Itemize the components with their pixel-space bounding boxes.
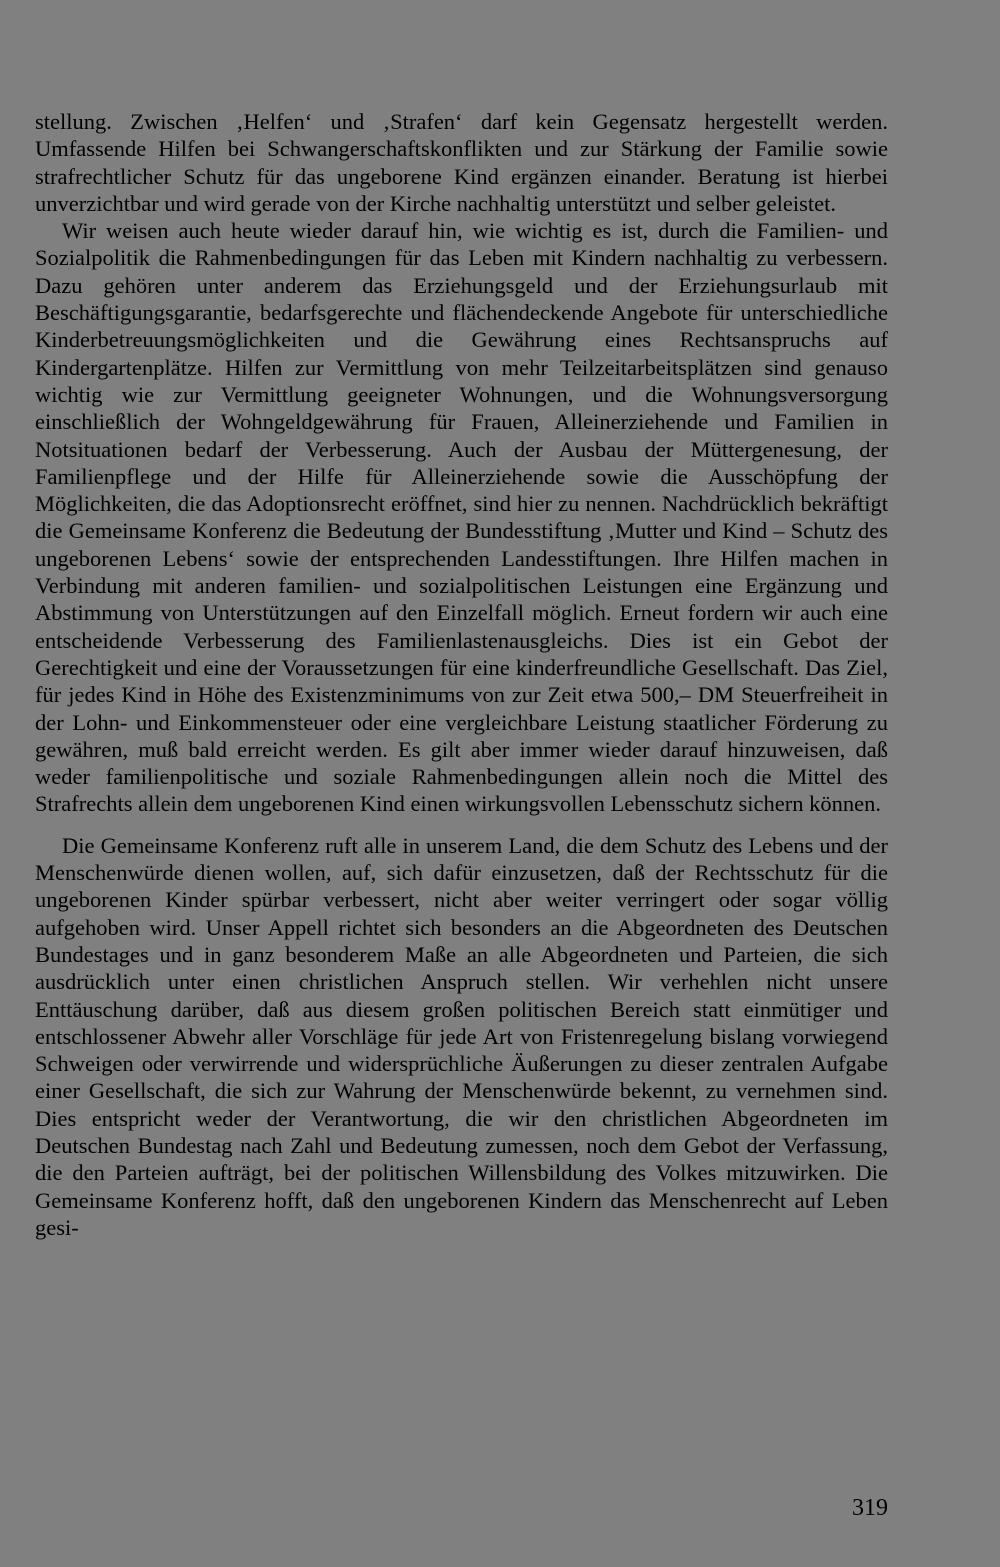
body-text [35,108,888,1241]
paragraph-appeal: Die Gemeinsame Konferenz ruft alle in unserem Land, die dem Schutz des Lebens und der Menschenwürde dienen wollen, auf, sich dafür einzusetzen, daß der Rechtsschutz für die ungeborenen Kinder spürbar verbessert, nicht aber weiter verringert oder sogar völlig aufgehoben wird. Unser Appell richtet sich besonders an die Abgeordneten des Deutschen Bundestages und in ganz besonderem Maße an alle Abgeordneten und Parteien, die sich ausdrücklich unter einen christlichen Anspruch stellen. Wir verhehlen nicht unsere Enttäuschung darüber, daß aus diesem großen politischen Bereich statt einmütiger und entschlossener Abwehr aller Vorschläge für jede Art von Fristenregelung bislang vorwiegend Schweigen oder verwirrende und widersprüchliche Äußerungen zu dieser zentralen Aufgabe einer Gesellschaft, die sich zur Wahrung der Menschenwürde bekennt, zu vernehmen sind. Dies entspricht weder der Verantwortung, die wir den christlichen Abgeordneten im Deutschen Bundestag nach Zahl und Bedeutung zumessen, noch dem Gebot der Verfassung, die den Parteien aufträgt, bei der politischen Willensbildung des Volkes mitzuwirken. Die Gemeinsame Konferenz hofft, daß den ungeborenen Kindern das Menschenrecht auf Leben gesi- [35,832,888,1240]
paragraph-continued: stellung. Zwischen ‚Helfen‘ und ‚Strafen‘ darf kein Gegensatz hergestellt werden. Umfassende Hilfen bei Schwangerschaftskonflikten und zur Stärkung der Familie sowie strafrechtlicher Schutz für das ungeborene Kind ergänzen einander. Beratung ist hierbei unverzichtbar und wird gerade von der Kirche nachhaltig unterstützt und selber geleistet. [35,109,888,216]
paragraph-family-policy: Wir weisen auch heute wieder darauf hin, wie wichtig es ist, durch die Familien- und Sozialpolitik die Rahmenbedingungen für das Leben mit Kindern nachhaltig zu verbessern. Dazu gehören unter anderem das Erziehungsgeld und der Erziehungsurlaub mit Beschäftigungsgarantie, bedarfsgerechte und flächendeckende Angebote für unterschiedliche Kinderbetreuungsmöglichkeiten und die Gewährung eines Rechtsanspruchs auf Kindergartenplätze. Hilfen zur Vermittlung von mehr Teilzeitarbeitsplätzen sind genauso wichtig wie zur Vermittlung geeigneter Wohnungen, und die Wohnungsversorgung einschließlich der Wohngeldgewährung für Frauen, Alleinerziehende und Familien in Notsituationen bedarf der Verbesserung. Auch der Ausbau der Müttergenesung, der Familienpflege und der Hilfe für Alleinerziehende sowie die Ausschöpfung der Möglichkeiten, die das Adoptionsrecht eröffnet, sind hier zu nennen. Nachdrücklich bekräftigt die Gemeinsame Konferenz die Bedeutung der Bundesstiftung ‚Mutter und Kind – Schutz des ungeborenen Lebens‘ sowie der entsprechenden Landesstiftungen. Ihre Hilfen machen in Verbindung mit anderen familien- und sozialpolitischen Leistungen eine Ergänzung und Abstimmung von Unterstützungen auf den Einzelfall möglich. Erneut fordern wir auch eine entscheidende Verbesserung des Familienlastenausgleichs. Dies ist ein Gebot der Gerechtigkeit und eine der Voraussetzungen für eine kinderfreundliche Gesellschaft. Das Ziel, für jedes Kind in Höhe des Existenzminimums von zur Zeit etwa 500,– DM Steuerfreiheit in der Lohn- und Einkommensteuer oder eine vergleichbare Leistung staatlicher Förderung zu gewähren, muß bald erreicht werden. Es gilt aber immer wieder darauf hinzuweisen, daß weder familienpolitische und soziale Rahmenbedingungen allein noch die Mittel des Strafrechts allein dem ungeborenen Kind einen wirkungsvollen Lebensschutz sichern können. [35,218,888,817]
page-number: 319 [852,1495,888,1521]
